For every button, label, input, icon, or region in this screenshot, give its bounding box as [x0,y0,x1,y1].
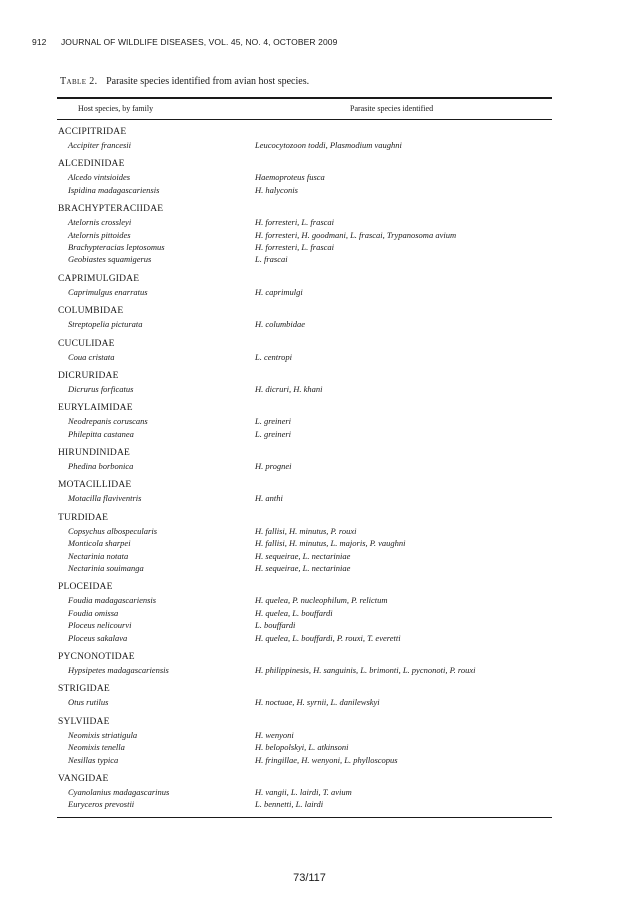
table-row [58,286,552,298]
host-species: Phedina borbonica [68,461,134,472]
parasite-species: L. greineri [255,428,292,439]
table-row [58,351,552,363]
host-species: Neodrepanis coruscans [68,416,148,427]
family-name: DICRURIDAE [58,370,119,381]
parasite-species: H. halyconis [255,184,298,195]
table-caption-text: Parasite species identified from avian host species. [106,76,310,87]
table-row [58,184,552,196]
page-counter: 73/117 [293,872,326,884]
family-group [58,124,552,156]
family-group [58,477,552,509]
family-group [58,400,552,445]
family-name: STRIGIDAE [58,684,110,695]
parasite-species: L. frascai [255,254,288,265]
table-row [58,594,552,606]
table-row [58,415,552,427]
host-species: Nectarinia souimanga [68,563,144,574]
parasite-species: H. fringillae, H. wenyoni, L. phylloscopus [255,754,398,765]
parasite-species: H. belopolskyi, L. atkinsoni [255,742,349,753]
host-species: Ploceus sakalava [68,632,128,643]
table-caption [60,76,309,87]
host-species: Cyanolanius madagascarinus [68,786,170,797]
family-name: PYCNONOTIDAE [58,651,135,662]
host-species: Euryceros prevostii [68,799,135,810]
host-species: Hypsipetes madagascariensis [68,664,169,675]
host-species: Streptopelia picturata [68,319,143,330]
table-row [58,460,552,472]
table-row [58,139,552,151]
host-species: Copsychus albospecularis [68,525,158,536]
family-name: TURDIDAE [58,512,109,523]
family-name: EURYLAIMIDAE [58,403,133,414]
table-row [58,696,552,708]
parasite-species: H. anthi [255,493,283,504]
table-row [58,318,552,330]
host-species: Nesillas typica [68,754,119,765]
column-header-parasite: Parasite species identified [350,104,434,113]
table-header-rule [57,119,552,120]
family-group [58,579,552,649]
host-species: Accipiter francesii [68,140,132,150]
family-group [58,681,552,713]
host-species: Ispidina madagascariensis [68,184,160,195]
family-name: COLUMBIDAE [58,306,124,317]
host-species: Neomixis tenella [68,742,125,753]
family-name: ACCIPITRIDAE [58,127,127,137]
host-species: Coua cristata [68,351,115,362]
family-group [58,510,552,580]
parasite-species: H. sequeirae, L. nectariniae [255,550,351,561]
parasite-species: H. forresteri, H. goodmani, L. frascai, Trypanosoma avium [255,229,457,240]
host-species: Ploceus nelicourvi [68,620,132,631]
parasite-species: Haemoproteus fusca [255,172,325,183]
family-group [58,649,552,681]
table-row [58,383,552,395]
family-name: CUCULIDAE [58,338,115,349]
family-group [58,303,552,335]
host-species: Atelornis pittoides [68,229,131,240]
parasite-species: H. caprimulgi [255,286,303,297]
table-row [58,619,552,631]
table-row [58,241,552,253]
family-group [58,336,552,368]
host-species: Otus rutilus [68,697,109,708]
parasite-species: Leucocytozoon toddi, Plasmodium vaughni [255,140,402,150]
parasite-species: H. quelea, L. bouffardi, P. rouxi, T. everetti [255,632,401,643]
host-species: Nectarinia notata [68,550,129,561]
parasite-species: H. prognei [255,461,292,472]
table-row [58,562,552,574]
column-header-host: Host species, by family [78,104,154,113]
family-name: HIRUNDINIDAE [58,448,131,459]
family-name: CAPRIMULGIDAE [58,273,140,284]
host-species: Foudia madagascariensis [68,595,157,606]
journal-title: JOURNAL OF WILDLIFE DISEASES, VOL. 45, NO. 4, OCTOBER 2009 [60,37,338,47]
table-row [58,492,552,504]
family-group [58,156,552,201]
host-species: Geobiastes squamigerus [68,254,152,265]
table-row [58,253,552,265]
table-row [58,525,552,537]
parasite-species: H. forresteri, L. frascai [255,217,335,228]
table-row [58,729,552,741]
parasite-species: H. dicruri, H. khani [255,383,323,394]
table-bottom-rule [57,817,552,818]
table-row [58,664,552,676]
table-row [58,632,552,644]
parasite-species: H. philippinesis, H. sanguinis, L. brimonti, L. pycnonoti, P. rouxi [255,664,476,675]
host-species: Neomixis striatigula [68,729,138,740]
table-row [58,754,552,766]
running-head [32,37,337,47]
table-top-rule [57,97,552,99]
family-name: ALCEDINIDAE [58,159,125,170]
parasite-species: L. greineri [255,416,292,427]
family-name: VANGIDAE [58,773,109,784]
table-row [58,607,552,619]
parasite-species: H. sequeirae, L. nectariniae [255,563,351,574]
parasite-species: H. vangii, L. lairdi, T. avium [255,786,352,797]
family-group [58,368,552,400]
parasite-species: H. wenyoni [255,729,294,740]
table-row [58,229,552,241]
parasite-species: H. columbidae [255,319,306,330]
family-group [58,271,552,303]
parasite-species: H. fallisi, H. minutus, L. majoris, P. vaughni [255,538,406,549]
parasite-species: H. noctuae, H. syrnii, L. danilewskyi [255,697,380,708]
parasite-species: L. bouffardi [255,620,296,631]
host-species: Brachypteracias leptosomus [68,241,165,252]
family-name: SYLVIIDAE [58,716,110,727]
host-species: Motacilla flaviventris [68,493,142,504]
table-row [58,798,552,810]
family-group [58,445,552,477]
table-row [58,171,552,183]
table-row [58,428,552,440]
host-species: Monticola sharpei [68,538,131,549]
host-species: Foudia omissa [68,607,119,618]
table-body [58,124,552,816]
parasite-species: H. quelea, L. bouffardi [255,607,333,618]
family-group [58,714,552,771]
table-row [58,537,552,549]
table-row [58,216,552,228]
parasite-species: H. forresteri, L. frascai [255,241,335,252]
family-name: BRACHYPTERACIIDAE [58,204,164,215]
family-name: MOTACILLIDAE [58,480,132,491]
family-group [58,201,552,271]
table-label: Table 2. [60,76,98,87]
table-row [58,741,552,753]
host-species: Philepitta castanea [68,428,134,439]
table-row [58,786,552,798]
host-species: Dicrurus forficatus [68,383,134,394]
parasite-species: H. quelea, P. nucleophilum, P. relictum [255,595,388,606]
host-species: Atelornis crossleyi [68,217,132,228]
journal-page-number: 912 [32,37,47,47]
table-row [58,550,552,562]
host-species: Alcedo vintsioides [68,172,131,183]
parasite-species: H. fallisi, H. minutus, P. rouxi [255,525,357,536]
family-name: PLOCEIDAE [58,582,113,593]
parasite-species: L. centropi [255,351,292,362]
parasite-species: L. bennetti, L. lairdi [255,799,324,810]
family-group [58,771,552,816]
host-species: Caprimulgus enarratus [68,286,148,297]
